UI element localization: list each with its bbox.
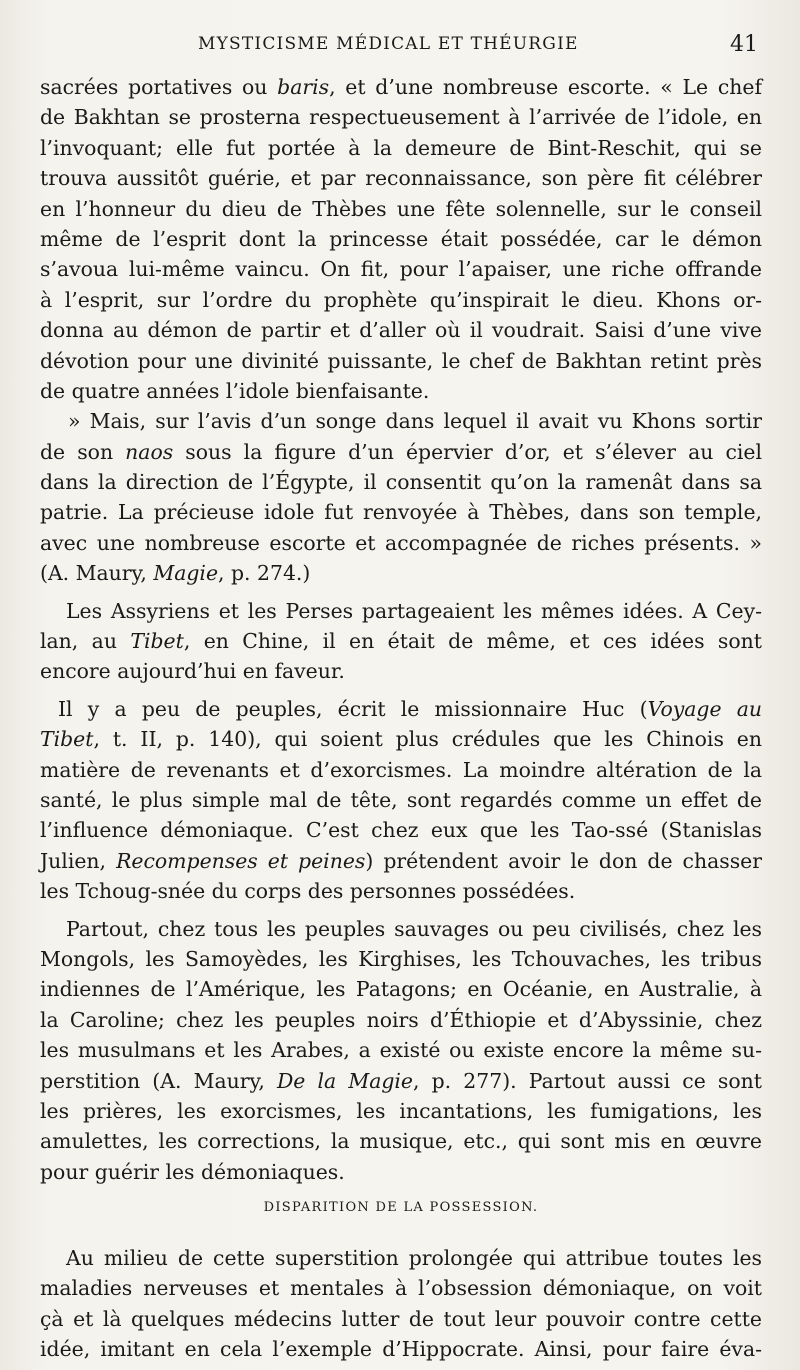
italic-term: Tibet bbox=[130, 629, 184, 654]
text-line: l’influence démoniaque. C’est chez eux que les Tao-ssé (Stanislas bbox=[40, 818, 762, 843]
italic-term: baris bbox=[277, 75, 330, 99]
text-line: matière de revenants et d’exorcismes. La moindre altération de la bbox=[40, 757, 762, 782]
text-line: pour guérir les démoniaques. bbox=[40, 1159, 345, 1184]
text-line: la Caroline; chez les peuples noirs d’Éthiopie et d’Abyssinie, chez bbox=[40, 1007, 762, 1032]
text-line: trouva aussitôt guérie, et par reconnaissance, son père fit célébrer bbox=[40, 166, 762, 191]
text-line: patrie. La précieuse idole fut renvoyée à Thèbes, dans son temple, bbox=[40, 500, 762, 525]
running-head bbox=[0, 34, 800, 62]
text-line: maladies nerveuses et mentales à l’obsession démoniaque, on voit bbox=[40, 1276, 762, 1301]
italic-term: Magie bbox=[153, 561, 219, 586]
text-line: Les Assyriens et les Perses partageaient les mêmes idées. A Cey- bbox=[66, 598, 762, 623]
text-line: indiennes de l’Amérique, les Patagons; en Océanie, en Australie, à bbox=[40, 977, 762, 1002]
text-line: encore aujourd’hui en faveur. bbox=[40, 659, 345, 684]
text-line: les Tchoug-snée du corps des personnes possédées. bbox=[40, 879, 576, 904]
text-line: les musulmans et les Arabes, a existé ou existe encore la même su- bbox=[40, 1038, 762, 1063]
text-line: Julien, Recompenses et peines) prétendent avoir le don de chasser bbox=[40, 848, 762, 873]
text-line: s’avoua lui-même vaincu. On fit, pour l’apaiser, une riche offrande bbox=[40, 257, 762, 282]
text-line: Tibet, t. II, p. 140), qui soient plus crédules que les Chinois en bbox=[40, 727, 762, 752]
text-line: Au milieu de cette superstition prolongée qui attribue toutes les bbox=[66, 1246, 762, 1271]
text-line: l’invoquant; elle fut portée à la demeure de Bint-Reschit, qui se bbox=[40, 135, 762, 160]
italic-term: naos bbox=[125, 439, 174, 464]
italic-term: De la Magie bbox=[276, 1068, 413, 1093]
text-line: les prières, les exorcismes, les incantations, les fumigations, les bbox=[40, 1098, 762, 1123]
paragraph-gap bbox=[40, 687, 762, 694]
text-line: à l’esprit, sur l’ordre du prophète qu’inspirait le dieu. Khons or- bbox=[40, 287, 762, 312]
text-line: çà et là quelques médecins lutter de tout leur pouvoir contre cette bbox=[40, 1306, 762, 1331]
text-line: en l’honneur du dieu de Thèbes une fête solennelle, sur le conseil bbox=[40, 196, 762, 221]
text-line: » Mais, sur l’avis d’un songe dans lequel il avait vu Khons sortir bbox=[68, 409, 762, 434]
italic-term: Recompenses et peines bbox=[116, 848, 366, 873]
text-line: idée, imitant en cela l’exemple d’Hippocrate. Ainsi, pour faire éva- bbox=[40, 1337, 762, 1362]
paragraph-gap bbox=[40, 589, 762, 596]
body-text bbox=[40, 72, 762, 1365]
text-line: de quatre années l’idole bienfaisante. bbox=[40, 378, 430, 403]
text-line: Partout, chez tous les peuples sauvages ou peu civilisés, chez les bbox=[66, 916, 762, 941]
italic-term: Tibet bbox=[40, 727, 94, 752]
paragraph-gap bbox=[40, 907, 762, 914]
text-line: de son naos sous la figure d’un épervier d’or, et s’élever au ciel bbox=[40, 439, 762, 464]
text-line: dans la direction de l’Égypte, il consentit qu’on la ramenât dans sa bbox=[40, 470, 762, 495]
text-line: de Bakhtan se prosterna respectueusement à l’arrivée de l’idole, en bbox=[40, 105, 762, 130]
text-line: même de l’esprit dont la princesse était possédée, car le démon bbox=[40, 226, 762, 251]
text-line: avec une nombreuse escorte et accompagnée de riches présents. » bbox=[40, 530, 762, 555]
text-line: santé, le plus simple mal de tête, sont regardés comme un effet de bbox=[40, 787, 762, 812]
text-line: lan, au Tibet, en Chine, il en était de même, et ces idées sont bbox=[40, 629, 762, 654]
page-number: 41 bbox=[730, 32, 758, 57]
text-line: dévotion pour une divinité puissante, le chef de Bakhtan retint près bbox=[40, 348, 762, 373]
running-title: MYSTICISME MÉDICAL ET THÉURGIE bbox=[198, 34, 579, 54]
text-line: Mongols, les Samoyèdes, les Kirghises, les Tchouvaches, les tribus bbox=[40, 946, 762, 971]
text-line: amulettes, les corrections, la musique, etc., qui sont mis en œuvre bbox=[40, 1129, 762, 1154]
text-line: sacrées portatives ou baris, et d’une nombreuse escorte. « Le chef bbox=[40, 75, 762, 99]
text-line: (A. Maury, Magie, p. 274.) bbox=[40, 561, 311, 586]
text-line: perstition (A. Maury, De la Magie, p. 277). Partout aussi ce sont bbox=[40, 1068, 762, 1093]
italic-term: Voyage au bbox=[647, 696, 763, 721]
text-line: Il y a peu de peuples, écrit le missionnaire Huc (Voyage au bbox=[58, 696, 763, 721]
section-heading: DISPARITION DE LA POSSESSION. bbox=[263, 1200, 539, 1216]
text-line: donna au démon de partir et d’aller où il voudrait. Saisi d’une vive bbox=[40, 318, 762, 343]
